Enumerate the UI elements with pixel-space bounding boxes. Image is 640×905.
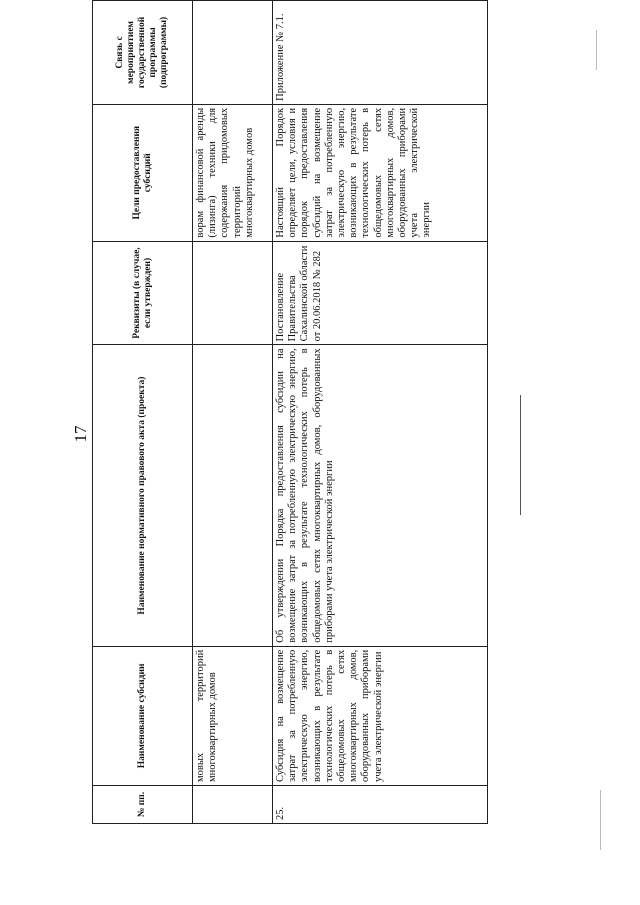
header-num: № пп. <box>93 786 193 824</box>
table-header-row <box>93 1 193 824</box>
cell-link: Приложение № 7.1. <box>273 1 488 105</box>
cell-goals: Настоящий Порядок определяет цели, условия и порядок предоставления субсидий на возмещение затрат за потребленную электрическую энергию, возникающих в результате технологических потерь в общедомовых сетях многоквартирных домов, оборудованных приборами учета электрической энергии <box>273 104 488 241</box>
cell-subsidy: мовых территорий многоквартирных домов <box>193 646 273 785</box>
header-link: Связь с мероприятием государственной программы (подпрограммы) <box>93 1 193 105</box>
cell-num: 25. <box>273 786 488 824</box>
cell-requisites: Постановление Правительства Сахалинской области от 20.06.2018 № 282 <box>273 241 488 345</box>
page-number: 17 <box>71 425 90 443</box>
cell-goals: ворам финансовой аренды (лизинга) техники для содержания придомовых территорий многоквартирных домов <box>193 104 273 241</box>
cell-subsidy: Субсидия на возмещение затрат за потребленную электрическую энергию, возникающих в результате технологических потерь в общедомовых сетях многоквартирных домов, оборудованных приборами учета электрической энергии <box>273 646 488 785</box>
cell-act <box>193 345 273 646</box>
scan-line <box>600 790 601 850</box>
subsidy-table <box>92 0 488 824</box>
header-goals: Цели предоставления субсидий <box>93 104 193 241</box>
rotated-document <box>92 0 490 824</box>
cell-link <box>193 1 273 105</box>
scan-line <box>520 395 521 515</box>
header-requisites: Реквизиты (в случае, если утвержден) <box>93 241 193 345</box>
cell-act: Об утверждении Порядка предоставления субсидии на возмещение затрат за потребленную электрическую энергию, возникающих в результате технологических потерь в общедомовых сетях многоквартирных домов, оборудованных приборами учета электрической энергии <box>273 345 488 646</box>
header-act: Наименование нормативного правового акта (проекта) <box>93 345 193 646</box>
header-subsidy: Наименование субсидии <box>93 646 193 785</box>
cell-num <box>193 786 273 824</box>
cell-requisites <box>193 241 273 345</box>
table-row <box>273 1 488 824</box>
scan-line <box>596 30 597 70</box>
table-row <box>193 1 273 824</box>
